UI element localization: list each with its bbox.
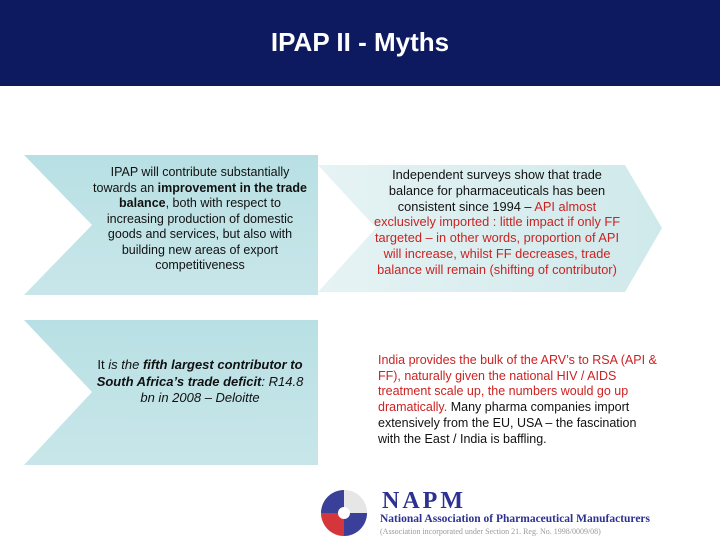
myth-text-1: IPAP will contribute substantially towards an improvement in the trade balance, both with respect to increasing production of domestic goods and services, but also with building new areas of export competitiveness xyxy=(93,165,307,272)
myth-text-2: It is the fifth largest contributor to South Africa’s trade deficit: R14.8 bn in 2008 – Deloitte xyxy=(96,357,304,405)
napm-acronym: NAPM xyxy=(382,488,466,514)
slide-title: IPAP II - Myths xyxy=(270,27,450,57)
response-text-1: Independent surveys show that trade balance for pharmaceuticals has been consistent since 1994 – API almost exclusively imported : little impact if only FF targeted – in other words, proportion of API will increase, whilst FF decreases, trade balance will remain (shifting of contributor) xyxy=(373,167,621,277)
napm-full-name: National Association of Pharmaceutical Manufacturers xyxy=(380,513,651,525)
napm-registration: (Association incorporated under Section 21. Reg. No. 1998/0009/08) xyxy=(380,527,601,536)
napm-logo-icon xyxy=(319,488,369,538)
response-text-2: India provides the bulk of the ARV’s to RSA (API & FF), naturally given the national HIV / AIDS treatment scale up, the numbers would go up dramatically. Many pharma companies import extensively from the EU, USA – the fascination with the East / India is baffling. xyxy=(378,353,657,446)
